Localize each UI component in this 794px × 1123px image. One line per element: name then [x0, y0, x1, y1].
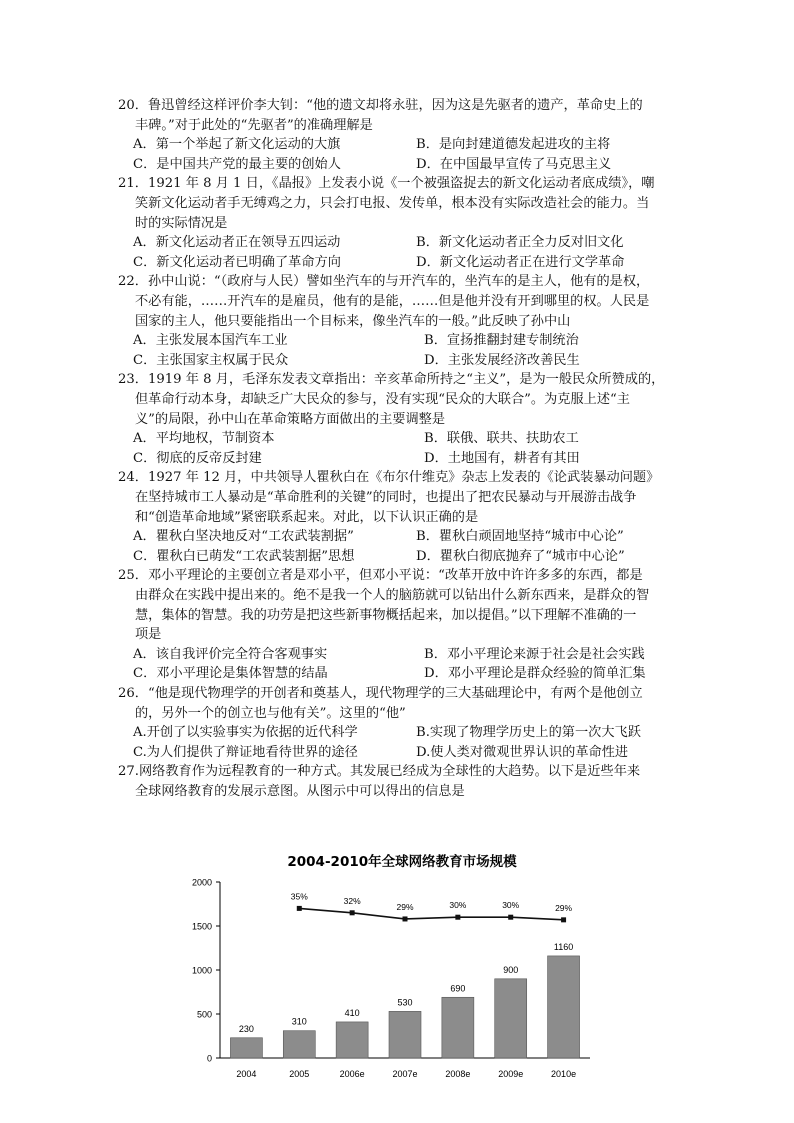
bar — [336, 1022, 368, 1058]
question-text-line: 25．邓小平理论的主要创立者是邓小平，但邓小平说：“改革开放中许许多多的东西，都是 — [118, 568, 643, 584]
option-D[interactable]: D.使人类对微观世界认识的革命性进 — [416, 744, 629, 760]
growth-point — [350, 910, 355, 915]
growth-rate-label: 29% — [555, 902, 573, 913]
option-A[interactable]: A．瞿秋白坚决地反对“工农武装割据” — [133, 529, 354, 545]
growth-point — [508, 915, 513, 920]
question-text-line: 但革命行动本身，却缺乏广大民众的参与，没有实现“民众的大联合”。为克服上述“主 — [135, 392, 630, 407]
question-text-line: 26．“他是现代物理学的开创者和奠基人，现代物理学的三大基础理论中，有两个是他创立 — [118, 686, 643, 701]
option-A[interactable]: A．新文化运动者正在领导五四运动 — [133, 235, 341, 251]
bar-value-label: 230 — [238, 1023, 254, 1034]
question-text-line: 义”的局限，孙中山在革命策略方面做出的主要调整是 — [135, 411, 446, 427]
growth-rate-label: 30% — [449, 900, 467, 911]
x-tick-label: 2008e — [445, 1069, 471, 1079]
x-tick-label: 2006e — [339, 1069, 365, 1079]
option-D[interactable]: D．邓小平理论是群众经验的简单汇集 — [424, 666, 646, 682]
question-text-line: 的，另外一个的创立也与他有关”。这里的“他” — [135, 705, 406, 721]
bar — [495, 979, 527, 1058]
bar-value-label: 690 — [450, 983, 466, 994]
y-tick-label: 500 — [196, 1009, 212, 1020]
growth-point — [403, 916, 408, 921]
option-A[interactable]: A．主张发展本国汽车工业 — [133, 333, 288, 349]
option-D[interactable]: D．在中国最早宣传了马克思主义 — [416, 156, 612, 172]
growth-point — [297, 906, 302, 911]
option-A[interactable]: A．该自我评价完全符合客观事实 — [133, 646, 328, 662]
question-text-line: 24．1927 年 12 月，中共领导人瞿秋白在《布尔什维克》杂志上发表的《论武装暴动问题》 — [118, 470, 660, 486]
bar — [389, 1011, 421, 1058]
growth-rate-label: 32% — [343, 895, 361, 906]
option-B[interactable]: B．是向封建道德发起进攻的主将 — [416, 137, 611, 153]
growth-rate-label: 35% — [290, 891, 308, 902]
question-text-line: 项是 — [135, 627, 162, 643]
option-C[interactable]: C．邓小平理论是集体智慧的结晶 — [133, 666, 328, 682]
y-tick-label: 0 — [206, 1053, 212, 1064]
question-text-line: 不必有能，……开汽车的是雇员，他有的是能，……但是他并没有开到哪里的权。人民是 — [135, 294, 650, 309]
question-text-line: 在坚持城市工人暴动是“革命胜利的关键”的同时，也提出了把农民暴动与开展游击战争 — [135, 490, 637, 505]
option-A[interactable]: A.开创了以实验事实为依据的近代科学 — [133, 725, 358, 741]
option-C[interactable]: C．新文化运动者已明确了革命方向 — [133, 254, 341, 270]
y-tick-label: 1000 — [191, 965, 212, 976]
option-B[interactable]: B．邓小平理论来源于社会是社会实践 — [424, 646, 645, 662]
option-A[interactable]: A．平均地权，节制资本 — [133, 431, 275, 447]
y-tick-label: 1500 — [191, 921, 212, 932]
bar-value-label: 1160 — [553, 941, 574, 952]
option-D[interactable]: D．土地国有，耕者有其田 — [424, 450, 580, 466]
question-text-line: 20．鲁迅曾经这样评价李大钊：“他的遗文却将永驻，因为这是先驱者的遗产，革命史上的 — [118, 98, 643, 113]
option-D[interactable]: D．新文化运动者正在进行文学革命 — [416, 254, 625, 270]
growth-rate-label: 29% — [396, 901, 414, 912]
question-text-line: 23．1919 年 8 月，毛泽东发表文章指出：辛亥革命所持之“主义”，是为一般民众所赞成的， — [118, 372, 665, 388]
option-B[interactable]: B．新文化运动者正全力反对旧文化 — [416, 235, 624, 251]
bar-value-label: 900 — [503, 964, 519, 975]
chart-title: 2004-2010年全球网络教育市场规模 — [287, 854, 517, 870]
question-text-line: 国家的主人，他只要能指出一个目标来，像坐汽车的一般。”此反映了孙中山 — [135, 313, 571, 329]
x-tick-label: 2010e — [551, 1069, 577, 1079]
question-text-line: 27.网络教育作为远程教育的一种方式。其发展已经成为全球性的大趋势。以下是近些年来 — [118, 764, 641, 780]
x-tick-label: 2004 — [236, 1069, 257, 1079]
option-B[interactable]: B．联俄、联共、扶助农工 — [424, 431, 579, 447]
option-A[interactable]: A．第一个举起了新文化运动的大旗 — [133, 137, 341, 153]
option-C[interactable]: C．主张国家主权属于民众 — [133, 352, 289, 368]
option-C[interactable]: C．是中国共产党的最主要的创始人 — [133, 156, 341, 172]
growth-point — [561, 917, 566, 922]
y-tick-label: 2000 — [191, 877, 212, 888]
growth-line — [299, 908, 563, 919]
option-C[interactable]: C.为人们提供了辩证地看待世界的途径 — [133, 744, 358, 760]
bar-value-label: 310 — [291, 1016, 307, 1027]
option-B[interactable]: B．瞿秋白顽固地坚持“城市中心论” — [416, 529, 624, 545]
chart-svg — [180, 848, 600, 1088]
question-text-line: 由群众在实践中提出来的。绝不是我一个人的脑筋就可以钻出什么新东西来，是群众的智 — [135, 588, 650, 603]
question-text-line: 慧，集体的智慧。我的功劳是把这些新事物概括起来，加以提倡。”以下理解不准确的一 — [135, 607, 637, 623]
question-text-line: 21．1921 年 8 月 1 日，《晶报》上发表小说《一个被强盗捉去的新文化运动者底成绩》，嘲 — [118, 176, 655, 192]
question-text-line: 丰碑。”对于此处的“先驱者”的准确理解是 — [135, 117, 373, 133]
bar — [442, 997, 474, 1058]
bar — [283, 1031, 315, 1058]
question-text-line: 全球网络教育的发展示意图。从图示中可以得出的信息是 — [135, 784, 465, 799]
market-size-chart — [180, 848, 600, 1088]
growth-rate-label: 30% — [502, 900, 520, 911]
question-text-line: 22．孙中山说：“（政府与人民）譬如坐汽车的与开汽车的，坐汽车的是主人，他有的是权， — [118, 274, 650, 290]
option-C[interactable]: C．彻底的反帝反封建 — [133, 450, 262, 466]
bar — [230, 1038, 262, 1058]
question-text-line: 时的实际情况是 — [135, 215, 228, 231]
x-tick-label: 2007e — [392, 1069, 418, 1079]
option-D[interactable]: D．主张发展经济改善民生 — [424, 352, 580, 368]
bar — [548, 956, 580, 1058]
option-D[interactable]: D．瞿秋白彻底抛弃了“城市中心论” — [416, 548, 625, 564]
x-tick-label: 2009e — [498, 1069, 524, 1079]
bar-value-label: 410 — [344, 1007, 360, 1018]
option-B[interactable]: B.实现了物理学历史上的第一次大飞跃 — [416, 725, 641, 741]
question-text-line: 笑新文化运动者手无缚鸡之力，只会打电报、发传单，根本没有实际改造社会的能力。当 — [135, 196, 650, 211]
option-C[interactable]: C．瞿秋白已萌发“工农武装割据”思想 — [133, 548, 355, 564]
bar-value-label: 530 — [397, 997, 413, 1008]
x-tick-label: 2005 — [289, 1069, 310, 1079]
question-text-line: 和“创造革命地域”紧密联系起来。对此，以下认识正确的是 — [135, 509, 479, 525]
option-B[interactable]: B．宣扬推翻封建专制统治 — [424, 333, 579, 349]
growth-point — [455, 915, 460, 920]
